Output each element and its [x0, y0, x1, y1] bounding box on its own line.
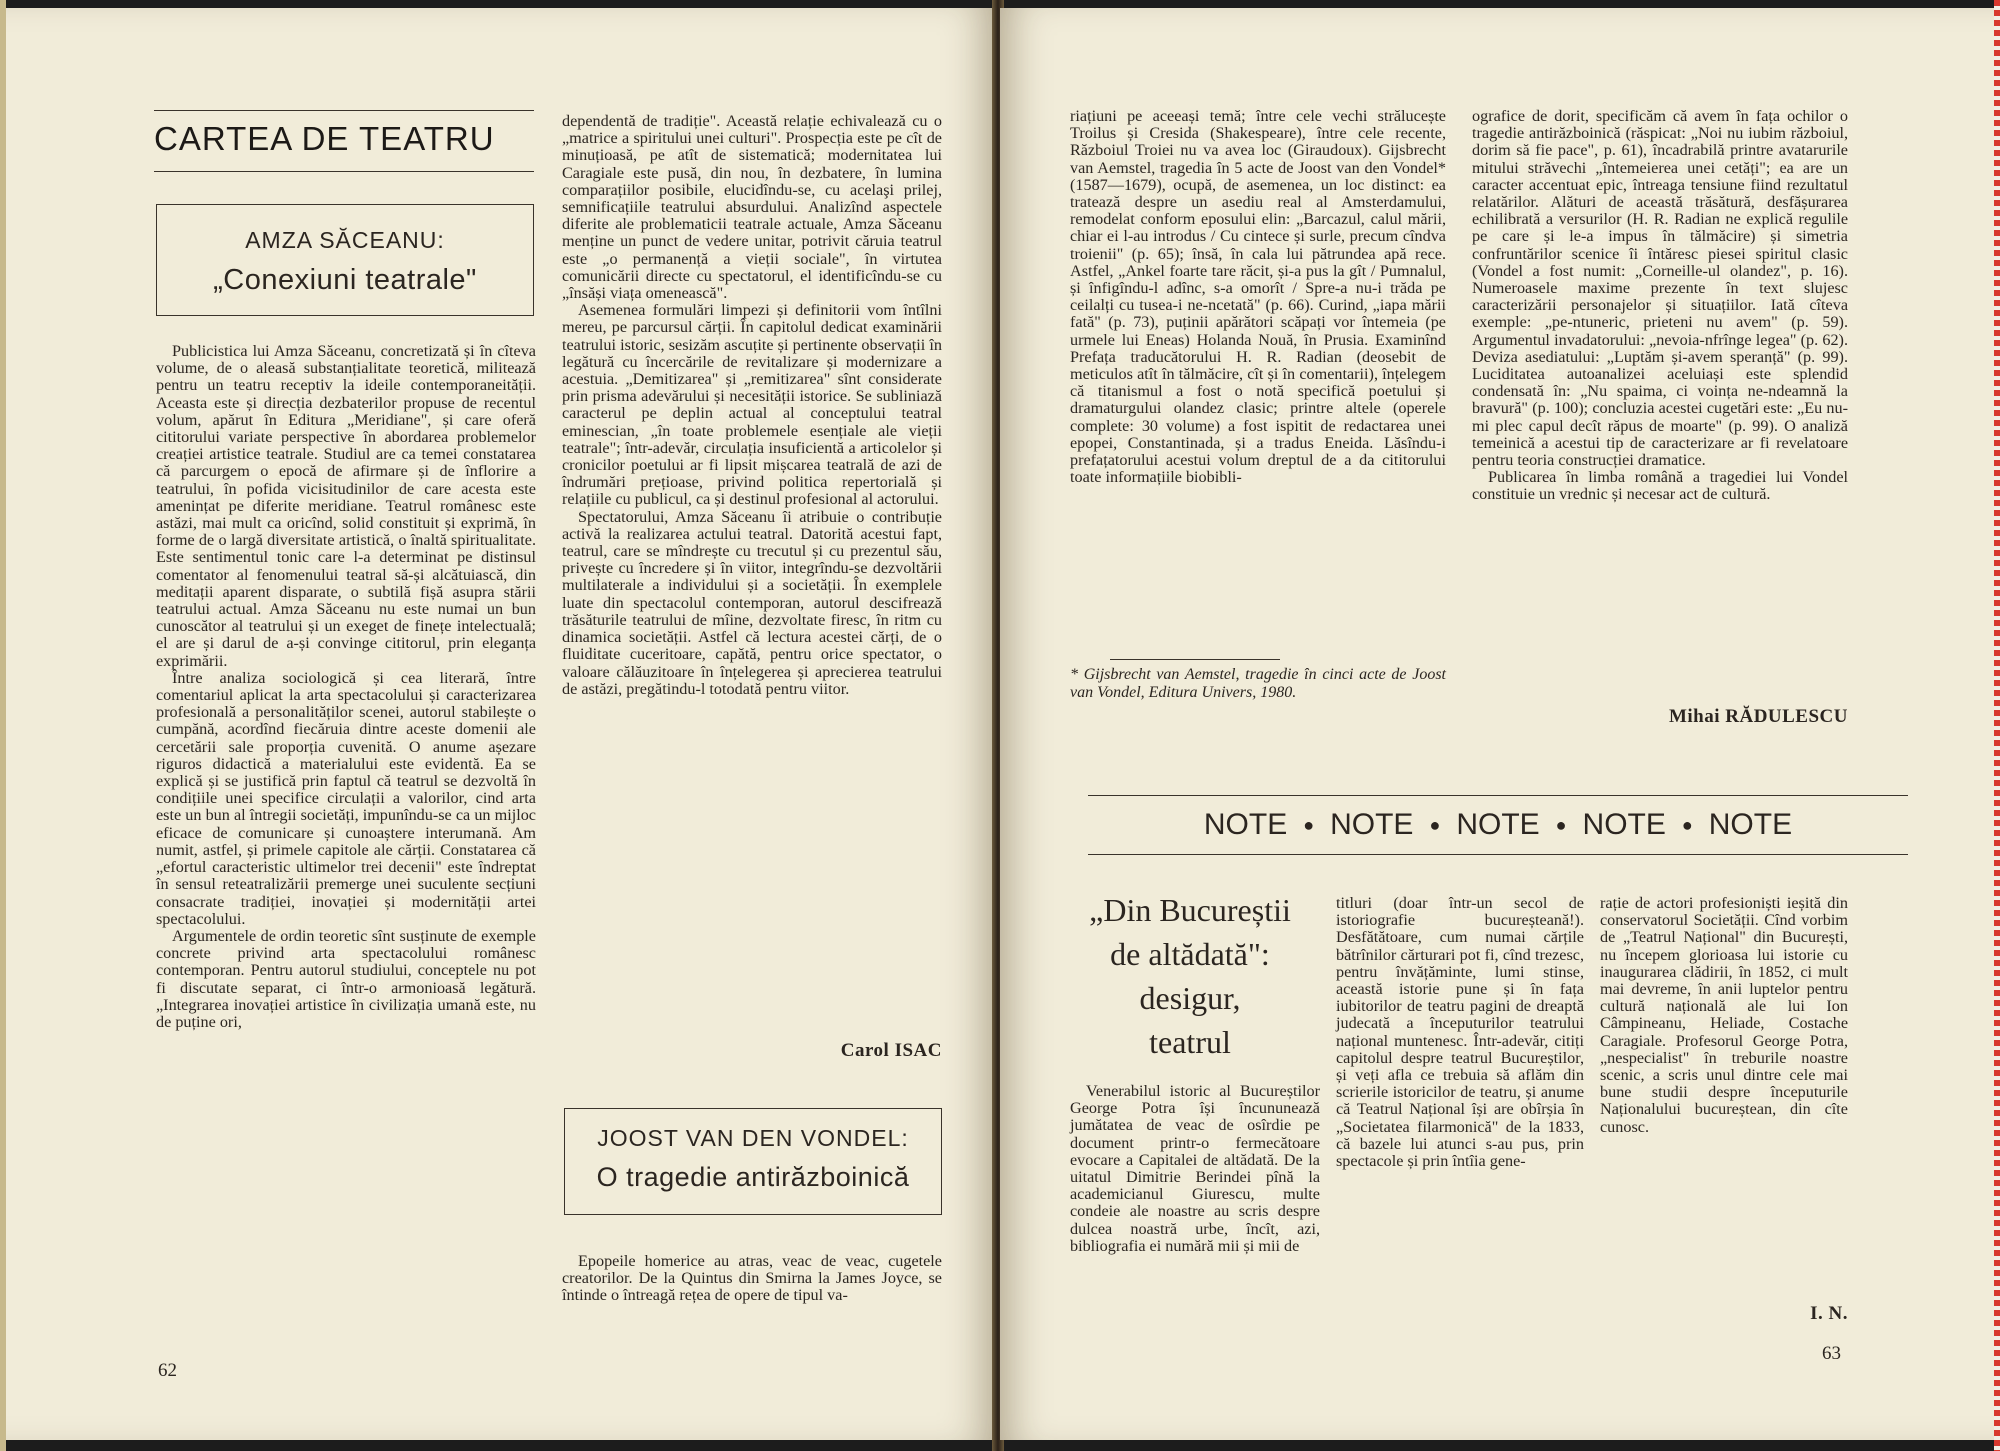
note-column-2 [1336, 895, 1584, 1170]
vondel-column-2 [1472, 108, 1848, 504]
paragraph: Spectatorului, Amza Săceanu îi atribuie o contribuție activă la realizarea actului teatral. Datorită acestui fapt, teatrul, care se mîndrește cu trecutul și cu prezentul său, privește cu încredere și în viitor, integrîndu-se dezvoltării multilaterale a individului și a societății. În exemplele luate din spectacolul contemporan, autorul descifrează trăsăturile teatrului de mîine, dezvoltate firesc, în ritm cu dinamica societății. Astfel că lectura acestei cărți, de o fluiditate cuceritoare, capătă, pentru orice spectator, o valoare călăuzitoare în înțelegerea și aprecierea teatrului de astăzi, pregătindu-l totodată pentru viitor. [562, 507, 942, 698]
review2-book-title: O tragedie antirăzboinică [596, 1162, 910, 1192]
notes-banner-label: NOTE [1203, 808, 1288, 841]
book-edge-strip [1994, 0, 2000, 1451]
paragraph: Între analiza sociologică și cea literară, între comentariul aplicat la arta spectacolului și caracterizarea profesională a personalităților scenei, autorul stabilește o cumpănă, acordînd fiecăruia dintre aceste domenii ale cercetării sale proporția cuvenită. O anume așezare riguros didactică a materialului este evidentă. Ea se explică și se justifică prin faptul că teatrul se dezvoltă în condițiile unei specifice circulații a valorilor, cind arta este un bun al întregii societăți, impunîndu-se ca un mijloc eficace de comunicare și cunoaștere interumană. Am numit, astfel, și primele capitole ale cărții. Constatarea că „efortul caracteristic ultimelor trei decenii" este îndreptat în sensul reteatralizării premerge unei suculente secțiuni consacrate tradiției, inovației și modernității artei spectacolului. [156, 668, 536, 928]
section-rule-top [154, 110, 534, 111]
paragraph: Publicarea în limba română a tragediei lui Vondel constituie un vrednic și necesar act de cultură. [1472, 468, 1848, 504]
paragraph: Venerabilul istoric al Bucureștilor George Potra își încununează jumătatea de veac de osîrdie pe document printr-o fermecătoare evocare a Capitalei de altădată. De la uitatul Dimitrie Berindei pînă la academicianul Giurescu, multe condeie ale noastre au scris despre dulcea noastră urbe, încît, azi, bibliografia ei numără mii și mii de [1070, 1082, 1320, 1255]
review-header-box [156, 204, 534, 316]
review2-author-heading: JOOST VAN DEN VONDEL: [597, 1125, 909, 1151]
notes-banner-label: NOTE [1456, 808, 1540, 841]
section-rule-bottom [154, 171, 534, 172]
paragraph: Asemenea formulări limpezi și definitorii vom întîlni mereu, pe parcursul cărții. În capitolul dedicat examinării teatrului istoric, sesizăm ascuțite și pertinente observații în legătură cu încercările de revitalizare și modernizare a acestuia. „Demitizarea" și „remitizarea" sînt considerate prin prisma adevărului și necesității istorice. Se subliniază caracterul pe deplin actual al conceptului teatral eminescian, „în toate problemele esențiale ale vieții teatrale"; într-adevăr, circulația insuficientă a articolelor și cronicilor poetului ar fi lipsit mișcarea teatrală de azi de îndrumări prețioase, privind politica repertorială și relațiile cu publicul, ca și destinul profesional al actorului. [562, 301, 942, 509]
vondel-column-1 [1070, 108, 1446, 486]
bullet-icon: ● [1681, 814, 1693, 835]
review2-column-1 [562, 1253, 942, 1305]
review-column-1 [156, 343, 536, 1031]
page-number: 62 [158, 1360, 177, 1381]
note-headline-line: desigur, [1139, 980, 1241, 1016]
notes-banner-label: NOTE [1330, 808, 1414, 841]
left-page [6, 8, 994, 1440]
note-signature: I. N. [1810, 1303, 1848, 1324]
note-headline-line: de altădată": [1110, 936, 1270, 972]
paragraph: titluri (doar într-un secol de istoriografie bucureșteană!). Desfătătoare, cum numai cărțile bătrînilor cărturari pot fi, cînd trezesc, pentru învățăminte, lumi stinse, această istorie pune și în fața iubitorilor de teatru pagini de dreaptă judecată a începuturilor teatrului național muntenesc. Într-adevăr, citiți capitolul despre teatrul Bucureștilor, și veți afla ce trebuia să aflăm din scrierile istoricilor de teatru, și anume că Teatrul Național își are obîrșia în „Societatea filarmonică" de la 1833, că bazele lui atunci s-au pus, prin spectacole și prin întîia gene- [1336, 894, 1584, 1171]
paragraph: rație de actori profesioniști ieșită din conservatorul Societății. Cînd vorbim de „Teatrul Național" din București, nu începem glorioasa lui istorie cu inaugurarea clădirii, în 1852, ci mult mai devreme, în anii luptelor pentru cultură națională ale lui Ion Câmpineanu, Heliade, Costache Caragiale. Profesorul George Potra, „nespecialist" în treburile noastre scenic, a scris unul dintre cele mai bune studii despre începuturile Naționalului bucureștean, din cîte cunosc. [1600, 894, 1848, 1136]
paragraph: Epopeile homerice au atras, veac de veac, cugetele creatorilor. De la Quintus din Smirna la James Joyce, se întinde o întreagă rețea de opere de tipul va- [562, 1252, 942, 1305]
review2-header-box [564, 1108, 942, 1215]
bullet-icon: ● [1555, 814, 1567, 835]
right-page [1000, 8, 1994, 1440]
note-headline [1055, 888, 1325, 1064]
footnote-rule [1110, 659, 1280, 660]
paragraph: Argumentele de ordin teoretic sînt susținute de exemple concrete privind arta spectacolului românesc contemporan. Pentru autorul studiului, conceptele nu pot fi discutate separat, ci într-o armonioasă legătură. „Integrarea inovației artistice în civilizația umană este, nu de puține ori, [156, 926, 536, 1031]
note-headline-line: teatrul [1149, 1024, 1231, 1060]
bullet-icon: ● [1303, 814, 1315, 835]
paragraph: Publicistica lui Amza Săceanu, concretizată și în cîteva volume, de o aleasă substanțialitate teoretică, militează pentru un teatru receptiv la ideile contemporaneității. Aceasta este și direcția dezbaterilor propuse de recentul volum, apărut în Editura „Meridiane", și care oferă cititorului variate perspective în abordarea problemelor creației artistice teatrale. Studiul are ca temei constatarea că parcurgem o epocă de afirmare și de înflorire a teatrului, în pofida vicisitudinilor de care acesta este amenințat pe diferite meridiane. Teatrul românesc este astăzi, mai mult ca oricînd, solid constituit și exprimă, în forme de o largă diversitate artistică, o înaltă spiritualitate. Este sentimentul tonic care l-a determinat pe distinsul comentator al fenomenului teatral să-și alcătuiască, din meditații aparent disparate, o subtilă fișă asupra stării teatrului actual. Amza Săceanu nu este numai un bun cunoscător al teatrului și un exeget de finețe intelectuală; el are și darul de a-și convinge cititorul, prin eleganța exprimării. [156, 342, 536, 670]
section-title: CARTEA DE TEATRU [154, 120, 495, 157]
paragraph: riațiuni pe aceeași temă; între cele vechi strălucește Troilus și Cresida (Shakespeare), între cele recente, Războiul Troiei nu va avea loc (Giraudoux). Gijsbrecht van Aemstel, tragedia în 5 acte de Joost van den Vondel* (1587—1679), ocupă, de asemenea, un loc distinct: ea tratează despre un asediu real al Amsterdamului, remodelat conform eposului elin: „Barcazul, calul mării, chiar ei l-au introdus / Cu cintece și surle, precum cîndva troienii" (p. 65); însă, în cala lui pătrundea apă rece. Astfel, „Ankel foarte tare răcit, și-a pus la gît / Pumnalul, și înfigîndu-l adînc, s-a omorît / Spre-a nu-i trăda pe ceilalți cu tusea-i ne-ncetată" (p. 66). Curind, „iapa mării fată" (p. 73), puținii apărători scăpați vor întemeia (pe urmele lui Eneas) Holanda Nouă, în Prusia. Examinînd Prefața traducătorului H. R. Radian (deosebit de meticulos atît în tălmăcire, cît și în comentarii), înțelegem că titanismul a fost o notă specifică poetului și dramaturgului olandez clasic; printre altele (operele complete: 30 volume) a fost ispitit de redactarea unei epopei, Constantinada, și a tradus Eneida. Lăsîndu-i prefațatorului acestui volum dreptul de a da cititorului toate informațiile biobibli- [1070, 107, 1446, 487]
notes-banner-label: NOTE [1582, 808, 1666, 841]
paragraph: ografice de dorit, specificăm că avem în fața ochilor o tragedie antirăzboinică (răspicat: „Noi nu iubim războiul, dorim să fie pace", p. 61), încadrabilă printre avatarurile mitului străvechi „întemeierea unei cetăți"; ea are un caracter accentuat epic, întreaga tensiune fiind rezultatul relatărilor. Alături de această trăsătură, desfășurarea echilibrată a versurilor (H. R. Radian ne explică regulile pe care și le-a impus în tălmăcire) și simetria confruntărilor scenice îi întăresc piesei spiritul clasic (Vondel a fost numit: „Corneille-ul olandez", p. 16). Numeroasele maxime prezente în text slujesc caracterizării personajelor și situațiilor. Iată cîteva exemple: „pe-ntuneric, prieteni nu avem" (p. 59). Argumentul invadatorului: „nevoia-nfrînge legea" (p. 62). Deviza asediatului: „Luptăm și-avem speranță" (p. 99). Luciditatea autoanalizei aceluiași este splendid condensată în: „Nu spaima, ci voința ne-ndeamnă la bravură" (p. 100); concluzia acestei cugetări este: „Eu nu-mi plec capul decît răpus de moarte" (p. 99). O analiză temeinică a acestui tip de caracterizare ar fi revelatoare pentru teoria construcției dramatice. [1472, 107, 1848, 470]
notes-banner-label: NOTE [1708, 808, 1793, 841]
review-book-title: „Conexiuni teatrale" [213, 264, 477, 296]
review-column-2 [562, 113, 942, 698]
page-number: 63 [1822, 1343, 1841, 1364]
note-column-1 [1070, 1083, 1320, 1255]
footnote: * Gijsbrecht van Aemstel, tragedie în cinci acte de Joost van Vondel, Editura Univers, 1980. [1070, 666, 1446, 701]
bullet-icon: ● [1429, 814, 1441, 835]
note-headline-line: „Din Bucureștii [1089, 892, 1291, 928]
review-signature: Carol ISAC [840, 1040, 942, 1061]
note-column-3 [1600, 895, 1848, 1136]
vondel-signature: Mihai RĂDULESCU [1668, 706, 1848, 727]
paragraph: dependentă de tradiție". Această relație echivalează cu o „matrice a spiritului unei culturi". Prospecția este pe cît de minuțioasă, pe atît de sistematică; modernitatea lui Caragiale este pusă, din nou, în dezbatere, în lumina comparațiilor posibile, elucidîndu-se, cu acelaşi prilej, semnificațiile teatrului absurdului. Analizînd aspectele diferite ale problematicii teatrale actuale, Amza Săceanu menține un punct de vedere unitar, potrivit căruia teatrul este „o permanență a vieții sociale", în virtutea comunicării directe cu spectatorul, el identificîndu-se cu „însăși viața omenească". [562, 112, 942, 303]
notes-banner [1088, 795, 1908, 855]
review-author-heading: AMZA SĂCEANU: [245, 227, 445, 253]
